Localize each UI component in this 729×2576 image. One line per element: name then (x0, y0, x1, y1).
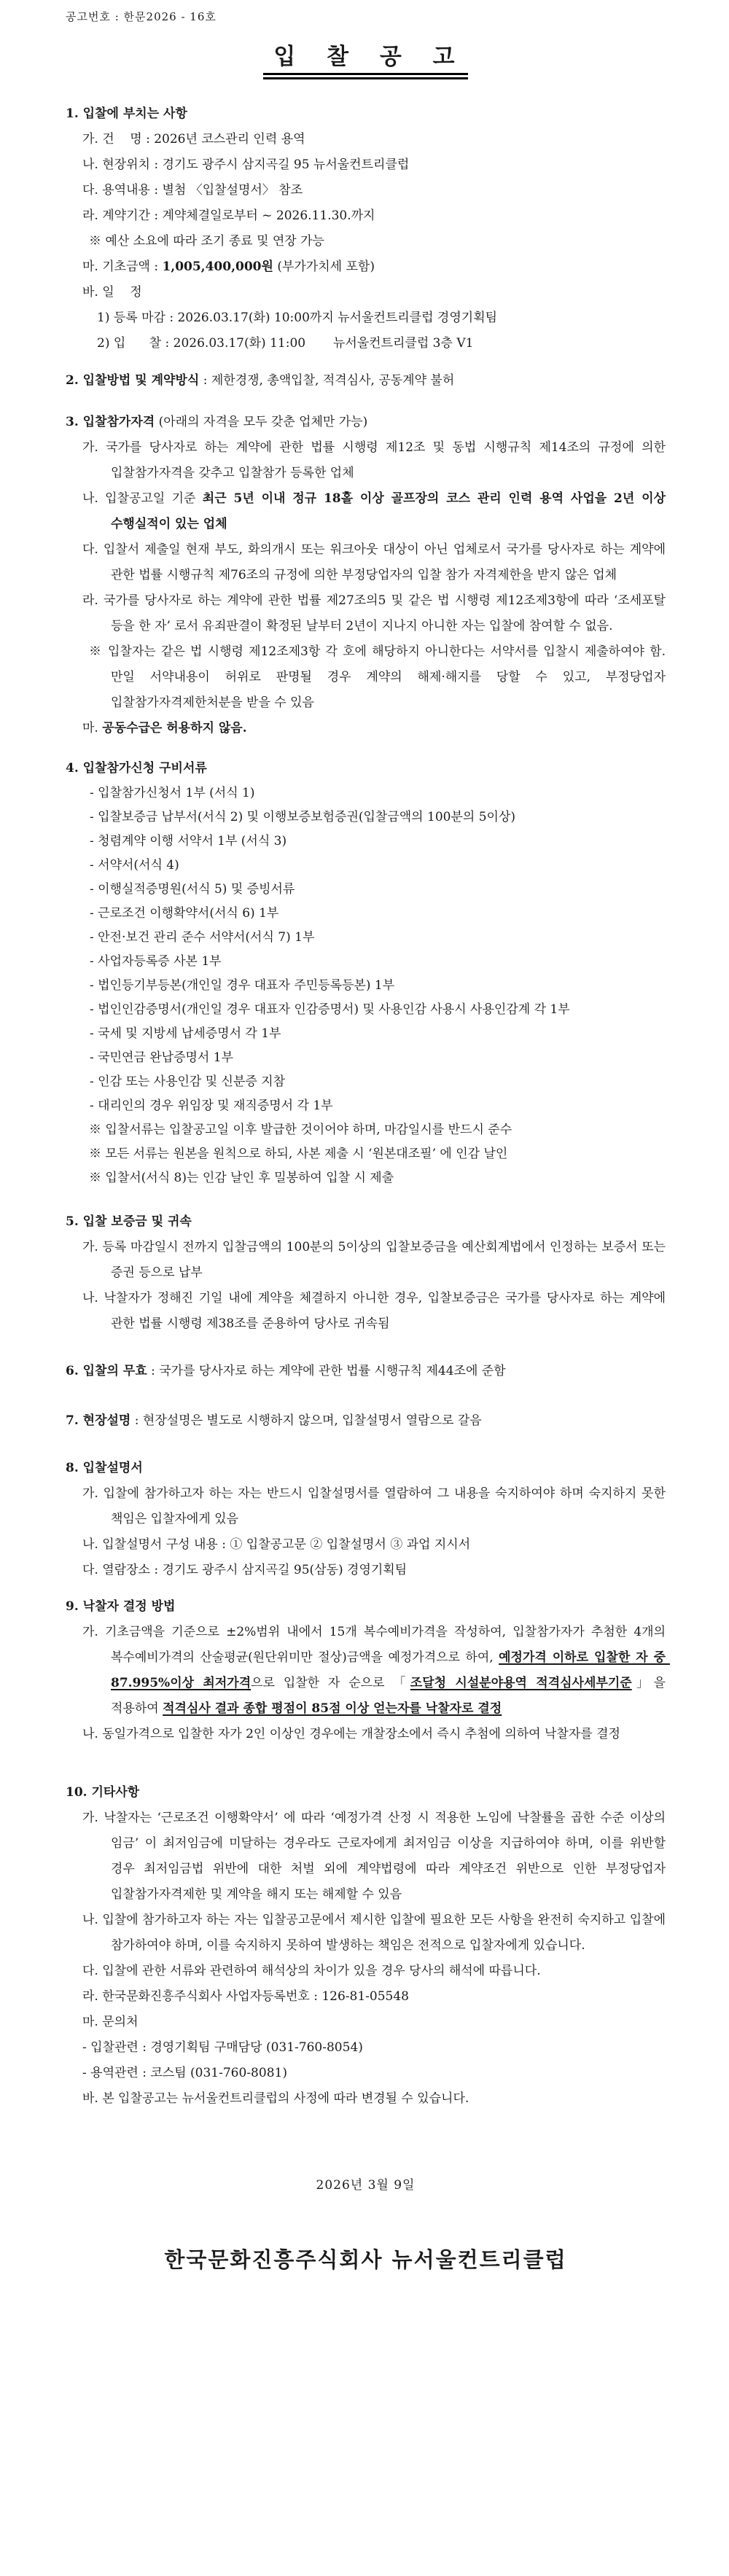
doc-line: 가. 건 명 : 2026년 코스관리 인력 용역 (82, 132, 305, 147)
section-heading: 2. 입찰방법 및 계약방식 : 제한경쟁, 총액입찰, 적격심사, 공동계약 불허 (66, 373, 455, 389)
doc-line: ※ 입찰서류는 입찰공고일 이후 발급한 것이어야 하며, 마감일시를 반드시 준수 (89, 1123, 512, 1138)
doc-line: - 안전·보건 관리 준수 서약서(서식 7) 1부 (90, 930, 315, 945)
doc-line: 가. 입찰에 참가하고자 하는 자는 반드시 입찰설명서를 열람하여 그 내용을 숙지하여야 하며 숙지하지 못한 책임은 입찰자에게 있음 (82, 1486, 670, 1527)
doc-line: 나. 동일가격으로 입찰한 자가 2인 이상인 경우에는 개찰장소에서 즉시 추첨에 의하여 낙찰자를 결정 (82, 1727, 620, 1742)
doc-line: 바. 본 입찰공고는 뉴서울컨트리클럽의 사정에 따라 변경될 수 있습니다. (82, 2091, 469, 2107)
doc-line: - 서약서(서식 4) (90, 858, 179, 873)
doc-line: 라. 국가를 당사자로 하는 계약에 관한 법률 제27조의5 및 같은 법 시행령 제12조제3항에 따라 ‘조세포탈 등을 한 자’ 로서 유죄판결이 확정된 날부터 2년이 지나지 아니한 자는 입찰에 참여할 수 없음. (82, 593, 670, 634)
notice-number: 공고번호 : 한문2026 - 16호 (66, 10, 217, 23)
doc-line: 나. 입찰설명서 구성 내용 : ① 입찰공고문 ② 입찰설명서 ③ 과업 지시서 (82, 1537, 471, 1553)
doc-line: 나. 입찰공고일 기준 최근 5년 이내 정규 18홀 이상 골프장의 코스 관리 인력 용역 사업을 2년 이상 수행실적이 있는 업체 (82, 491, 670, 532)
doc-line: 가. 낙찰자는 ‘근로조건 이행확약서’ 에 따라 ‘예정가격 산정 시 적용한 노임에 낙찰률을 곱한 수준 이상의 임금’ 이 최저임금에 미달하는 경우라도 근로자에게 최저임금 이상을 지급하여야 하며, 이를 위반할 경우 최저임금법 위반에 대한 처벌 외에 계약법령에 따라 계약조건 위반으로 인한 부정당업자 입찰참가자격제한 및 계약을 해지 또는 해제할 수 있음 (82, 1811, 670, 1902)
doc-line: - 인감 또는 사용인감 및 신분증 지참 (90, 1074, 286, 1090)
section-heading: 5. 입찰 보증금 및 귀속 (66, 1214, 192, 1230)
doc-body (66, 101, 670, 2112)
doc-line: 마. 문의처 (82, 2015, 139, 2030)
doc-line: - 법인등기부등본(개인일 경우 대표자 주민등록등본) 1부 (90, 978, 395, 994)
doc-line: - 법인인감증명서(개인일 경우 대표자 인감증명서) 및 사용인감 사용시 사용인감계 각 1부 (90, 1002, 570, 1018)
page-title: 입 찰 공 고 (263, 44, 467, 79)
doc-line: 다. 용역내용 : 별첨 〈입찰설명서〉 참조 (82, 183, 303, 198)
doc-line: - 근로조건 이행확약서(서식 6) 1부 (90, 906, 279, 921)
doc-line: 마. 기초금액 : 1,005,400,000원 (부가가치세 포함) (82, 259, 375, 275)
doc-line: 나. 낙찰자가 정해진 기일 내에 계약을 체결하지 아니한 경우, 입찰보증금은 국가를 당사자로 하는 계약에 관한 법률 시행령 제38조를 준용하여 당사로 귀속됨 (82, 1291, 670, 1332)
doc-line: ※ 예산 소요에 따라 조기 종료 및 연장 가능 (89, 234, 324, 249)
doc-line: 가. 기초금액을 기준으로 ±2%범위 내에서 15개 복수예비가격을 작성하여, 입찰참가자가 추첨한 4개의 복수예비가격의 산술평균(원단위미만 절상)금액을 예정가격으로 하여, 예정가격 이하로 입찰한 자 중 87.995%이상 최저가격으로 입찰한 자 순으로 「조달청 시설분야용역 적격심사세부기준」을 적용하여 적격심사 결과 종합 평점이 85점 이상 얻는자를 낙찰자로 결정 (82, 1625, 670, 1717)
doc-line: ※ 모든 서류는 원본을 원칙으로 하되, 사본 제출 시 ‘원본대조필’ 에 인감 날인 (89, 1147, 508, 1162)
doc-line: - 입찰보증금 납부서(서식 2) 및 이행보증보험증권(입찰금액의 100분의 5이상) (90, 810, 515, 825)
doc-line: 라. 한국문화진흥주식회사 사업자등록번호 : 126-81-05548 (82, 1989, 409, 2005)
title-wrap (66, 44, 666, 79)
section-heading: 10. 기타사항 (66, 1785, 140, 1800)
doc-line: 2) 입 찰 : 2026.03.17(화) 11:00 뉴서울컨트리클럽 3층 V1 (97, 336, 474, 351)
section-heading: 6. 입찰의 무효 : 국가를 당사자로 하는 계약에 관한 법률 시행규칙 제44조에 준함 (66, 1364, 506, 1379)
section-heading: 7. 현장설명 : 현장설명은 별도로 시행하지 않으며, 입찰설명서 열람으로 갈음 (66, 1413, 482, 1429)
issue-date: 2026년 3월 9일 (316, 2178, 416, 2193)
doc-line: - 입찰관련 : 경영기획팀 구매담당 (031-760-8054) (82, 2040, 363, 2056)
doc-line: 나. 입찰에 참가하고자 하는 자는 입찰공고문에서 제시한 입찰에 필요한 모든 사항을 완전히 숙지하고 입찰에 참가하여야 하며, 이를 숙지하지 못하여 발생하는 책임은 전적으로 입찰자에게 있습니다. (82, 1913, 670, 1954)
section-heading: 1. 입찰에 부치는 사항 (66, 106, 187, 122)
issuer-name: 한국문화진흥주식회사 뉴서울컨트리클럽 (164, 2247, 567, 2273)
section-heading: 8. 입찰설명서 (66, 1461, 143, 1476)
doc-line: 마. 공동수급은 허용하지 않음. (82, 721, 247, 736)
doc-line: 다. 열람장소 : 경기도 광주시 삼지곡길 95(삼동) 경영기획팀 (82, 1563, 408, 1578)
doc-line: - 국세 및 지방세 납세증명서 각 1부 (90, 1026, 281, 1042)
doc-line: - 사업자등록증 사본 1부 (90, 954, 222, 969)
doc-line: - 청렴계약 이행 서약서 1부 (서식 3) (90, 834, 287, 849)
section-heading: 9. 낙찰자 결정 방법 (66, 1599, 176, 1615)
doc-line: ※ 입찰자는 같은 법 시행령 제12조제3항 각 호에 해당하지 아니한다는 서약서를 입찰시 제출하여야 함. 만일 서약내용이 허위로 판명될 경우 계약의 해제·해지를 당할 수 있고, 부정당업자 입찰참가자격제한처분을 받을 수 있음 (89, 644, 670, 711)
doc-line: 바. 일 정 (82, 285, 142, 300)
doc-line: ※ 입찰서(서식 8)는 인감 날인 후 밀봉하여 입찰 시 제출 (89, 1171, 394, 1186)
doc-line: 가. 국가를 당사자로 하는 계약에 관한 법률 시행령 제12조 및 동법 시행규칙 제14조의 규정에 의한 입찰참가자격을 갖추고 입찰참가 등록한 업체 (82, 440, 670, 481)
doc-line: 다. 입찰에 관한 서류와 관련하여 해석상의 차이가 있을 경우 당사의 해석에 따릅니다. (82, 1964, 541, 1979)
doc-line: 나. 현장위치 : 경기도 광주시 삼지곡길 95 뉴서울컨트리클럽 (82, 157, 410, 173)
doc-line: - 입찰참가신청서 1부 (서식 1) (90, 786, 255, 801)
section-heading: 4. 입찰참가신청 구비서류 (66, 761, 207, 776)
doc-line: - 대리인의 경우 위임장 및 재직증명서 각 1부 (90, 1098, 333, 1114)
doc-line: - 이행실적증명원(서식 5) 및 증빙서류 (90, 882, 295, 897)
doc-line: 1) 등록 마감 : 2026.03.17(화) 10:00까지 뉴서울컨트리클럽 경영기획팀 (97, 311, 498, 326)
doc-line: 다. 입찰서 제출일 현재 부도, 화의개시 또는 워크아웃 대상이 아닌 업체로서 국가를 당사자로 하는 계약에 관한 법률 시행규칙 제76조의 규정에 의한 부정당업자의 입찰 참가 자격제한을 받지 않은 업체 (82, 542, 670, 583)
doc-line: - 용역관련 : 코스팀 (031-760-8081) (82, 2066, 287, 2081)
doc-line: - 국민연금 완납증명서 1부 (90, 1050, 233, 1066)
doc-line: 가. 등록 마감일시 전까지 입찰금액의 100분의 5이상의 입찰보증금을 예산회계법에서 인정하는 보증서 또는 증권 등으로 납부 (82, 1240, 670, 1281)
section-heading: 3. 입찰참가자격 (아래의 자격을 모두 갖춘 업체만 가능) (66, 415, 368, 430)
doc-line: 라. 계약기간 : 계약체결일로부터 ~ 2026.11.30.까지 (82, 208, 375, 224)
